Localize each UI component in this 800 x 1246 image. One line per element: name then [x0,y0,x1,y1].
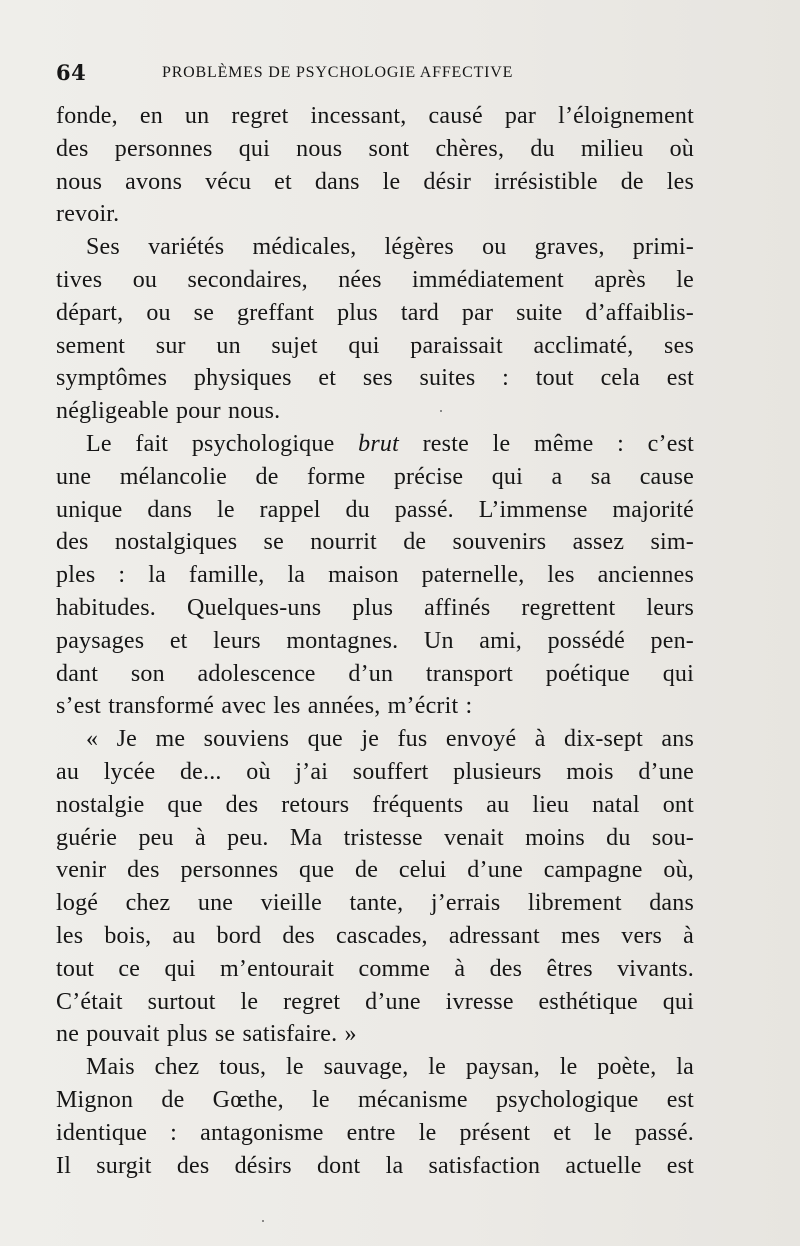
text-line: nostalgie que des retours fréquents au lieu natal ont [56,791,694,818]
paragraph-3 [56,428,694,723]
text-line: au lycée de... où j’ai souffert plusieurs mois d’une [56,758,694,785]
text-line: logé chez une vieille tante, j’errais librement dans [56,890,694,917]
text-line: C’était surtout le regret d’une ivresse esthétique qui [56,988,694,1015]
text-line: dant son adolescence d’un transport poétique qui [56,660,694,687]
text-line: Il surgit des désirs dont la satisfaction actuelle est [56,1152,694,1179]
page-number: 64 [56,60,87,85]
paper-speck [440,410,442,412]
text-line: des personnes qui nous sont chères, du milieu où [56,135,694,162]
text-line: une mélancolie de forme précise qui a sa cause [56,463,694,490]
text-line: ples : la famille, la maison paternelle, les anciennes [56,562,694,589]
paragraph-2 [56,231,694,428]
text-line: fonde, en un regret incessant, causé par l’éloignement [56,103,694,129]
paragraph-1 [56,100,694,231]
text-line: tout ce qui m’entourait comme à des êtres vivants. [56,955,694,982]
text-line: unique dans le rappel du passé. L’immense majorité [56,496,694,523]
text-line: des nostalgiques se nourrit de souvenirs assez sim- [56,529,694,556]
text-line: « Je me souviens que je fus envoyé à dix-sept ans [86,726,694,753]
text-line: ne pouvait plus se satisfaire. » [56,1021,357,1048]
text-line: Mignon de Gœthe, le mécanisme psychologique est [56,1086,694,1113]
text-line: tives ou secondaires, nées immédiatement après le [56,266,694,293]
text-line: sement sur un sujet qui paraissait acclimaté, ses [56,332,694,359]
text-line: venir des personnes que de celui d’une campagne où, [56,857,694,884]
text-line [56,428,694,461]
running-head: PROBLÈMES DE PSYCHOLOGIE AFFECTIVE [162,64,514,81]
page-header [56,60,696,90]
body-text [56,100,694,1182]
text-line: habitudes. Quelques-uns plus affinés regrettent leurs [56,594,694,621]
text-line: nous avons vécu et dans le désir irrésistible de les [56,168,694,195]
text-line: négligeable pour nous. [56,398,281,425]
text-line: guérie peu à peu. Ma tristesse venait moins du sou- [56,824,694,851]
paper-speck [262,1220,264,1222]
text-fragment: reste le même : c’est [398,430,694,457]
text-line: identique : antagonisme entre le présent et le passé. [56,1119,694,1146]
quotation [56,723,694,1051]
text-line: départ, ou se greffant plus tard par suite d’affaiblis- [56,299,694,326]
italic-word: brut [358,430,399,457]
text-line: paysages et leurs montagnes. Un ami, possédé pen- [56,627,694,654]
text-line: Mais chez tous, le sauvage, le paysan, le poète, la [86,1054,694,1081]
text-line: symptômes physiques et ses suites : tout cela est [56,365,694,392]
text-fragment: Le fait psychologique [86,430,359,457]
text-line: Ses variétés médicales, légères ou graves, primi- [86,234,694,261]
text-line: s’est transformé avec les années, m’écrit : [56,693,473,720]
text-line: revoir. [56,201,120,228]
text-line: les bois, au bord des cascades, adressant mes vers à [56,922,694,949]
paragraph-5 [56,1051,694,1182]
